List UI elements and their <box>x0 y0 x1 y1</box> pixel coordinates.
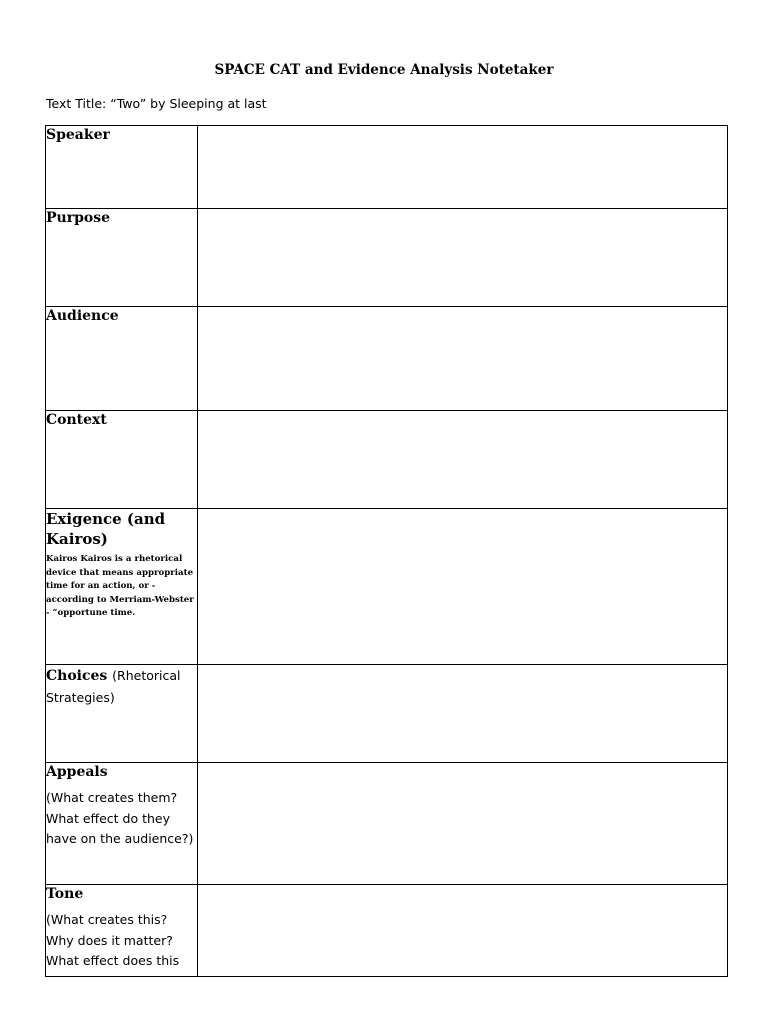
row-label-choices: Choices <box>46 668 108 684</box>
row-label-purpose: Purpose <box>46 210 110 226</box>
answer-cell-tone[interactable] <box>198 885 728 977</box>
row-note-tone: (What creates this? Why does it matter? What effect does this <box>46 912 180 968</box>
label-cell <box>46 307 198 411</box>
label-cell <box>46 411 198 509</box>
table-row-speaker <box>46 126 728 209</box>
table-row-choices <box>46 665 728 763</box>
table-row-purpose <box>46 209 728 307</box>
table-row-audience <box>46 307 728 411</box>
row-note-appeals: (What creates them? What effect do they have on the audience?) <box>46 790 194 846</box>
table-row-exigence <box>46 509 728 665</box>
answer-cell-exigence[interactable] <box>198 509 728 665</box>
label-cell <box>46 763 198 885</box>
label-cell <box>46 509 198 665</box>
row-label-speaker: Speaker <box>46 127 110 143</box>
answer-cell-context[interactable] <box>198 411 728 509</box>
answer-cell-appeals[interactable] <box>198 763 728 885</box>
label-cell <box>46 209 198 307</box>
answer-cell-purpose[interactable] <box>198 209 728 307</box>
row-label-tone: Tone <box>46 886 84 902</box>
label-cell <box>46 665 198 763</box>
answer-cell-audience[interactable] <box>198 307 728 411</box>
answer-cell-speaker[interactable] <box>198 126 728 209</box>
answer-cell-choices[interactable] <box>198 665 728 763</box>
row-label-exigence: Exigence (and Kairos) <box>46 510 166 548</box>
row-label-appeals: Appeals <box>46 764 108 780</box>
table-row-tone <box>46 885 728 977</box>
row-note-choices: (Rhetorical Strategies) <box>46 668 181 705</box>
label-cell <box>46 885 198 977</box>
document-title: SPACE CAT and Evidence Analysis Notetaker <box>214 62 554 78</box>
table-row-context <box>46 411 728 509</box>
row-label-choices-wrap <box>46 665 197 709</box>
label-cell <box>46 126 198 209</box>
text-title: Text Title: “Two” by Sleeping at last <box>46 96 267 111</box>
table-row-appeals <box>46 763 728 885</box>
row-label-audience: Audience <box>46 308 119 324</box>
row-label-context: Context <box>46 412 107 428</box>
row-note-kairos: Kairos Kairos is a rhetorical device that means appropriate time for an action, or - according to Merriam-Webster - “opportune time. <box>46 554 194 618</box>
notetaker-table <box>45 125 728 977</box>
